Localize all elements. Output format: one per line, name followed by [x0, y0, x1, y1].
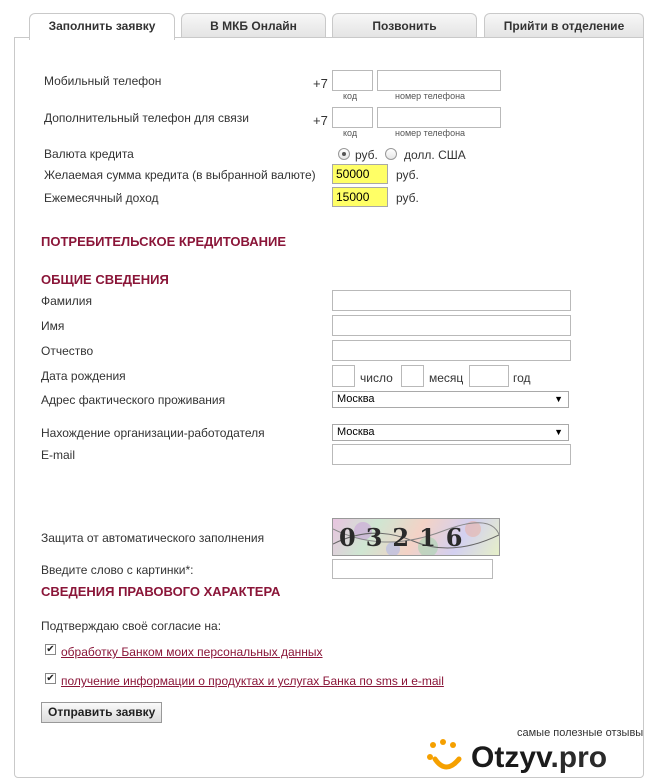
- watermark-tagline: самые полезные отзывы: [517, 727, 644, 739]
- captcha-input[interactable]: [332, 559, 493, 579]
- currency-usd-label: долл. США: [404, 148, 466, 162]
- address-select-value: Москва: [337, 393, 375, 405]
- mobile-phone-label: Мобильный телефон: [44, 74, 162, 88]
- mobile-code-input[interactable]: [332, 70, 373, 91]
- patronymic-input[interactable]: [332, 340, 571, 361]
- watermark-brand-domain: .pro: [550, 741, 608, 774]
- currency-rub-label: руб.: [355, 148, 378, 162]
- birth-month-hint: месяц: [429, 371, 464, 385]
- income-unit: руб.: [396, 191, 419, 205]
- employer-location-select[interactable]: [332, 424, 569, 441]
- currency-label: Валюта кредита: [44, 147, 134, 161]
- name-label: Имя: [41, 319, 65, 333]
- income-input[interactable]: 15000: [332, 187, 388, 207]
- general-info-heading: ОБЩИЕ СВЕДЕНИЯ: [41, 272, 169, 287]
- legal-info-heading: СВЕДЕНИЯ ПРАВОВОГО ХАРАКТЕРА: [41, 584, 281, 599]
- consent-label: Подтверждаю своё согласие на:: [41, 619, 222, 633]
- otzyv-smile-icon: [425, 737, 467, 779]
- birth-year-hint: год: [513, 371, 531, 385]
- amount-unit: руб.: [396, 168, 419, 182]
- employer-select-value: Москва: [337, 426, 375, 438]
- tab-visit-branch[interactable]: Прийти в отделение: [484, 13, 644, 38]
- employer-location-label: Нахождение организации-работодателя: [41, 426, 265, 440]
- consent-sms-email-checkbox[interactable]: ✔: [46, 673, 55, 684]
- tab-mkb-online[interactable]: В МКБ Онлайн: [181, 13, 326, 38]
- chevron-down-icon: ▼: [554, 394, 563, 404]
- consent-sms-email-link[interactable]: получение информации о продуктах и услугах Банка по sms и e-mail: [61, 674, 444, 688]
- mobile-phone-prefix: +7: [313, 76, 328, 91]
- captcha-image: [332, 518, 500, 556]
- surname-label: Фамилия: [41, 294, 92, 308]
- patronymic-label: Отчество: [41, 344, 94, 358]
- birth-year-input[interactable]: [469, 365, 509, 387]
- submit-application-button[interactable]: Отправить заявку: [41, 702, 162, 723]
- birth-month-input[interactable]: [401, 365, 424, 387]
- tab-call[interactable]: Позвонить: [332, 13, 477, 38]
- mobile-code-hint: код: [343, 91, 358, 101]
- extra-number-input[interactable]: [377, 107, 501, 128]
- consumer-credit-heading: ПОТРЕБИТЕЛЬСКОЕ КРЕДИТОВАНИЕ: [41, 234, 287, 249]
- tab-bar: [0, 0, 650, 40]
- birth-day-input[interactable]: [332, 365, 355, 387]
- amount-label: Желаемая сумма кредита (в выбранной валюте): [44, 168, 316, 182]
- captcha-label: Защита от автоматического заполнения: [41, 531, 265, 545]
- consent-personal-data-checkbox[interactable]: ✔: [46, 644, 55, 655]
- mobile-number-hint: номер телефона: [395, 91, 466, 101]
- watermark-brand-name: Otzyv: [471, 741, 551, 774]
- consent-personal-data-link[interactable]: обработку Банком моих персональных данных: [61, 645, 323, 659]
- tab-fill-application[interactable]: Заполнить заявку: [29, 13, 175, 40]
- address-label: Адрес фактического проживания: [41, 393, 226, 407]
- mobile-number-input[interactable]: [377, 70, 501, 91]
- birth-date-label: Дата рождения: [41, 369, 126, 383]
- currency-usd-radio[interactable]: [385, 148, 397, 160]
- extra-number-hint: номер телефона: [395, 128, 466, 138]
- email-label: E-mail: [41, 448, 76, 462]
- extra-code-input[interactable]: [332, 107, 373, 128]
- watermark-logo: [425, 735, 607, 781]
- chevron-down-icon: ▼: [554, 427, 563, 437]
- amount-input[interactable]: 50000: [332, 164, 388, 184]
- name-input[interactable]: [332, 315, 571, 336]
- currency-rub-radio[interactable]: [338, 148, 350, 160]
- email-input[interactable]: [332, 444, 571, 465]
- address-select[interactable]: [332, 391, 569, 408]
- birth-day-hint: число: [360, 371, 393, 385]
- extra-phone-label: Дополнительный телефон для связи: [44, 111, 249, 125]
- extra-phone-prefix: +7: [313, 113, 328, 128]
- watermark-brand: [471, 741, 607, 775]
- surname-input[interactable]: [332, 290, 571, 311]
- captcha-input-label: Введите слово с картинки*:: [41, 563, 194, 577]
- captcha-text: 03216: [339, 523, 473, 552]
- extra-code-hint: код: [343, 128, 358, 138]
- income-label: Ежемесячный доход: [44, 191, 159, 205]
